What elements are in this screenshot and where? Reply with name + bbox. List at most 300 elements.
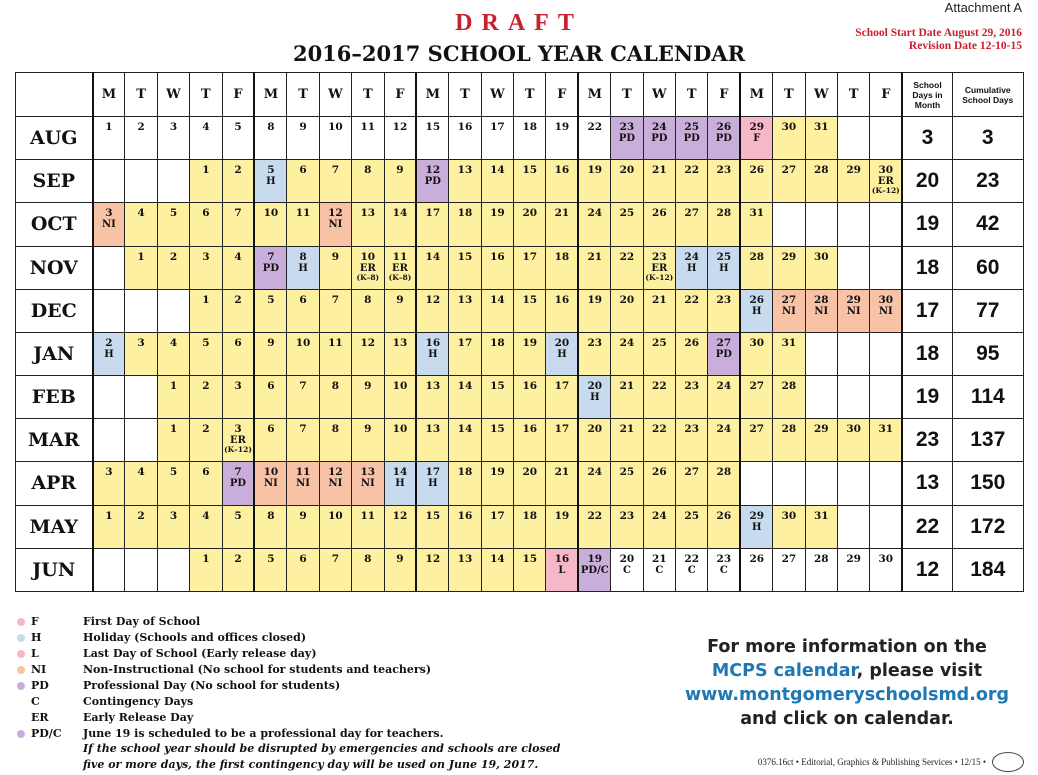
day-number: 7 [234,207,242,220]
day-code: ER [391,262,408,274]
day-number: 16 [490,250,505,263]
day-cell [319,462,351,505]
day-number: 2 [137,509,145,522]
day-cell [352,160,384,203]
day-cell [157,332,189,375]
info-line-4: and click on calendar. [740,709,954,729]
day-number: 4 [202,121,210,133]
day-number: 14 [490,552,505,565]
day-cell [254,419,286,462]
day-cell [287,548,319,591]
day-number: 20 [619,293,635,306]
day-number: 12 [425,552,441,565]
legend-desc: June 19 is scheduled to be a professional day for teachers. [83,727,444,740]
day-number: 30 [878,293,894,306]
school-days-in-month: 3 [902,117,952,160]
month-header-blank [16,73,93,117]
day-cell [384,203,416,246]
month-label: JAN [16,332,93,375]
day-cell [773,505,805,548]
day-cell [254,376,286,419]
day-grade-range: (K–12) [224,445,252,455]
day-cell [125,160,157,203]
day-code: ER [359,262,376,274]
day-cell [93,548,125,591]
day-number: 5 [234,121,242,133]
day-cell [837,289,869,332]
day-number: 29 [749,509,765,522]
day-cell [643,117,675,160]
weekday-header: W [481,73,513,117]
day-cell [254,203,286,246]
day-number: 18 [554,250,570,263]
day-number: 21 [652,164,667,177]
weekday-header: F [870,73,902,117]
day-number: 10 [263,466,279,479]
day-number: 5 [202,336,210,349]
day-number: 24 [716,423,732,436]
day-number: 15 [425,121,441,133]
day-cell [449,332,481,375]
day-number: 17 [554,380,570,393]
day-number: 13 [457,164,473,177]
day-number: 30 [878,164,894,177]
weekday-header: M [740,73,772,117]
day-number: 18 [522,121,538,133]
day-number: 5 [267,293,275,306]
day-cell [773,289,805,332]
day-number: 7 [331,293,340,306]
day-cell [643,419,675,462]
day-number: 22 [619,250,635,263]
day-cell [708,289,740,332]
attachment-label: Attachment A [944,0,1022,15]
day-number: 17 [425,466,441,479]
day-cell [125,289,157,332]
day-code: H [298,262,308,274]
month-row-aug [16,117,1024,160]
day-cell [93,203,125,246]
day-cell [125,419,157,462]
day-cell [708,246,740,289]
cumulative-school-days: 95 [952,332,1023,375]
day-cell [125,376,157,419]
day-cell [578,548,610,591]
day-cell [384,160,416,203]
legend-dot-icon [17,650,25,658]
day-cell [708,419,740,462]
day-cell [384,419,416,462]
day-cell [870,548,902,591]
weekday-header: F [546,73,578,117]
day-cell [93,160,125,203]
day-cell [837,246,869,289]
day-number: 8 [267,121,275,133]
day-cell [578,419,610,462]
day-cell [837,548,869,591]
day-number: 15 [457,250,473,263]
day-number: 11 [392,250,408,263]
day-cell [93,419,125,462]
day-code: NI [296,478,310,490]
day-cell [546,462,578,505]
day-number: 31 [878,423,894,436]
day-cell [125,505,157,548]
info-block [672,635,1022,731]
day-cell [611,462,643,505]
day-number: 7 [299,380,307,393]
day-cell [287,117,319,160]
day-number: 22 [652,380,667,393]
day-code: H [687,262,697,274]
day-number: 3 [137,336,145,349]
month-row-sep [16,160,1024,203]
day-cell [611,332,643,375]
website-link[interactable]: www.montgomeryschoolsmd.org [684,685,1010,705]
day-cell [449,289,481,332]
day-cell [352,332,384,375]
day-number: 19 [490,466,505,479]
day-number: 8 [299,250,307,263]
legend [17,614,597,742]
day-cell [190,462,222,505]
day-code: H [428,478,438,490]
weekday-header: T [773,73,805,117]
weekday-header: T [611,73,643,117]
day-cell [481,117,513,160]
day-number: 15 [522,293,538,306]
legend-code: H [31,631,42,644]
day-number: 3 [169,509,178,522]
weekday-header: T [352,73,384,117]
cumulative-school-days: 77 [952,289,1023,332]
day-cell [578,505,610,548]
day-number: 19 [587,552,603,565]
day-number: 28 [813,552,829,565]
day-cell [805,332,837,375]
legend-item [17,678,597,694]
month-label: DEC [16,289,93,332]
day-cell [352,419,384,462]
legend-dot-icon [17,666,25,674]
day-cell [870,289,902,332]
day-cell [190,117,222,160]
info-line-1: For more information on the [707,637,987,657]
day-number: 30 [749,336,765,349]
legend-code: F [31,615,39,628]
day-number: 9 [364,380,372,393]
day-number: 30 [781,121,797,133]
day-cell [384,332,416,375]
day-number: 14 [490,164,505,177]
day-code: PD [229,478,247,490]
day-number: 7 [299,423,307,436]
day-cell [449,419,481,462]
day-cell [481,160,513,203]
day-cell [254,462,286,505]
day-code: L [558,564,566,576]
day-code: ER [877,176,894,188]
weekday-header: W [157,73,189,117]
day-cell [287,203,319,246]
day-number: 7 [331,164,340,177]
day-code: PD [715,133,732,144]
school-days-in-month: 12 [902,548,952,591]
day-number: 7 [234,466,242,479]
day-number: 16 [522,423,538,436]
day-cell [870,160,902,203]
day-code: ER [651,262,668,274]
weekday-header: T [125,73,157,117]
day-number: 18 [490,336,505,349]
day-cell [643,246,675,289]
day-cell [514,376,546,419]
day-number: 15 [490,423,505,436]
day-number: 15 [522,552,538,565]
day-cell [93,246,125,289]
day-cell [837,160,869,203]
day-cell [416,160,448,203]
day-cell [319,289,351,332]
day-cell [157,117,189,160]
day-number: 26 [684,336,700,349]
day-number: 1 [202,552,210,565]
day-cell [546,117,578,160]
day-cell [449,462,481,505]
day-number: 20 [587,423,603,436]
day-number: 16 [425,336,441,349]
day-cell [740,419,772,462]
day-cell [190,246,222,289]
day-number: 9 [299,121,307,133]
day-cell [870,376,902,419]
day-number: 21 [554,466,570,479]
day-cell [319,160,351,203]
day-cell [514,160,546,203]
school-days-in-month: 22 [902,505,952,548]
day-number: 24 [587,207,603,220]
month-label: JUN [16,548,93,591]
day-cell [416,376,448,419]
school-days-in-month: 18 [902,332,952,375]
day-cell [578,462,610,505]
school-days-in-month: 13 [902,462,952,505]
day-cell [676,376,708,419]
day-number: 19 [587,293,603,306]
day-number: 23 [716,552,732,565]
day-number: 23 [587,336,603,349]
day-number: 27 [684,207,700,220]
day-cell [676,332,708,375]
cumulative-school-days: 137 [952,419,1023,462]
day-cell [157,376,189,419]
day-cell [416,117,448,160]
day-cell [416,246,448,289]
legend-dot-icon [17,634,25,642]
month-label: AUG [16,117,93,160]
day-number: 22 [684,164,700,177]
day-cell [643,289,675,332]
day-code: NI [263,478,278,490]
weekday-header: M [416,73,448,117]
day-cell [157,419,189,462]
day-number: 10 [295,336,311,349]
day-cell [740,117,772,160]
note-line-1: If the school year should be disrupted by emergencies and schools are closed [83,742,561,755]
day-cell [643,203,675,246]
day-cell [805,376,837,419]
day-cell [611,203,643,246]
day-code: NI [328,478,343,490]
day-number: 26 [716,121,732,133]
day-cell [611,160,643,203]
legend-dot-icon [17,618,25,626]
day-cell [676,289,708,332]
day-code: H [752,521,762,533]
start-date: School Start Date August 29, 2016 [855,27,1022,39]
day-cell [546,376,578,419]
day-number: 17 [490,509,505,522]
day-cell [870,203,902,246]
cumulative-school-days: 114 [952,376,1023,419]
day-code: PD [262,262,279,274]
day-number: 19 [554,121,570,133]
day-code: C [655,564,664,576]
day-cell [449,376,481,419]
day-cell [416,203,448,246]
legend-desc: Contingency Days [83,695,194,708]
day-grade-range: (K–8) [356,272,380,282]
day-number: 24 [684,250,700,263]
day-cell [837,376,869,419]
day-cell [805,203,837,246]
day-number: 8 [364,552,372,565]
day-number: 20 [619,552,635,565]
day-number: 25 [716,250,732,263]
day-cell [222,419,254,462]
day-cell [805,505,837,548]
day-cell [643,376,675,419]
day-cell [352,462,384,505]
day-number: 3 [105,466,113,479]
day-number: 25 [619,207,635,220]
day-number: 27 [749,423,765,436]
day-number: 6 [299,552,307,565]
day-cell [740,246,772,289]
day-number: 11 [295,207,311,220]
day-number: 27 [749,380,765,393]
day-cell [740,505,772,548]
day-cell [190,505,222,548]
day-number: 12 [360,336,376,349]
day-cell [384,289,416,332]
day-number: 21 [554,207,570,220]
day-cell [287,289,319,332]
day-code: PD/C [580,564,609,576]
day-number: 8 [364,293,372,306]
day-cell [416,548,448,591]
day-number: 17 [522,250,538,263]
day-number: 10 [328,121,343,133]
day-cell [773,160,805,203]
day-cell [870,462,902,505]
day-number: 9 [364,423,372,436]
day-cell [514,289,546,332]
month-label: OCT [16,203,93,246]
day-cell [449,117,481,160]
day-grade-range: (K–12) [871,186,900,196]
day-number: 18 [457,466,473,479]
legend-item [17,662,597,678]
day-number: 10 [392,380,408,393]
mcps-calendar-link[interactable]: MCPS calendar [711,661,857,681]
day-number: 22 [587,121,603,133]
day-cell [481,246,513,289]
day-cell [740,203,772,246]
day-cell [384,246,416,289]
day-cell [449,548,481,591]
day-cell [643,160,675,203]
day-cell [870,419,902,462]
day-cell [611,289,643,332]
day-number: 10 [360,250,376,263]
day-number: 14 [392,207,408,220]
legend-item [17,694,597,710]
day-number: 20 [554,336,570,349]
day-cell [708,376,740,419]
day-number: 20 [587,380,603,393]
day-cell [481,548,513,591]
day-number: 27 [781,293,797,306]
day-cell [352,246,384,289]
day-number: 11 [295,466,311,479]
day-cell [611,117,643,160]
day-cell [870,332,902,375]
school-days-in-month: 17 [902,289,952,332]
day-number: 8 [331,380,340,393]
day-number: 6 [234,336,242,349]
day-cell [481,462,513,505]
day-cell [773,548,805,591]
day-number: 16 [554,164,570,177]
date-info [855,27,1022,53]
day-cell [676,246,708,289]
cumulative-school-days: 150 [952,462,1023,505]
day-cell [676,462,708,505]
day-number: 9 [267,336,275,349]
day-cell [578,332,610,375]
day-number: 9 [396,552,404,565]
day-cell [708,203,740,246]
day-cell [578,203,610,246]
day-cell [514,548,546,591]
day-number: 27 [781,552,797,565]
day-cell [352,203,384,246]
day-number: 8 [364,164,372,177]
month-row-may [16,505,1024,548]
day-number: 2 [137,121,145,133]
day-cell [740,289,772,332]
day-cell [870,117,902,160]
day-cell [773,376,805,419]
day-cell [773,246,805,289]
day-cell [837,505,869,548]
day-cell [254,117,286,160]
day-cell [319,332,351,375]
day-number: 26 [716,509,732,522]
day-number: 3 [202,250,210,263]
day-number: 13 [457,293,473,306]
